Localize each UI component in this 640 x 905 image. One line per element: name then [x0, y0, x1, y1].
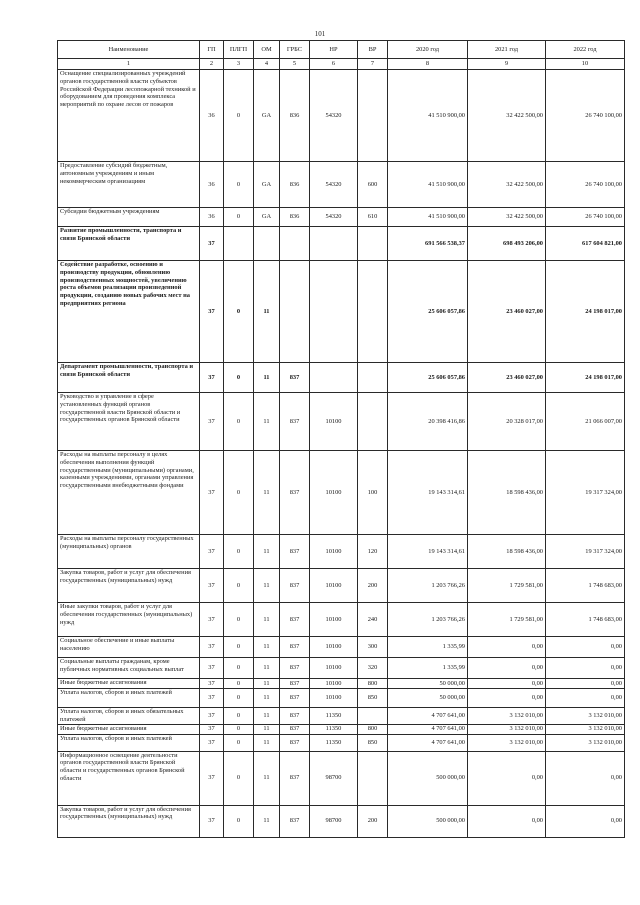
row-plgp-cell: 0 [224, 70, 254, 162]
row-vr-cell: 600 [358, 162, 388, 208]
row-vr-cell [358, 261, 388, 363]
row-2020-cell: 4 707 641,00 [388, 724, 468, 734]
row-nr-cell: 98700 [310, 805, 358, 837]
row-grbs-cell: 837 [280, 603, 310, 637]
row-vr-cell: 850 [358, 734, 388, 751]
row-om-cell: 11 [254, 734, 280, 751]
row-2021-cell: 1 729 581,00 [468, 603, 546, 637]
table-row [58, 393, 625, 451]
budget-table [57, 40, 625, 838]
row-om-cell: GA [254, 208, 280, 227]
row-name-cell: Иные закупки товаров, работ и услуг для обеспечения государственных (муниципальных) нужд [58, 603, 200, 637]
row-plgp-cell: 0 [224, 363, 254, 393]
row-2022-cell: 24 198 017,00 [546, 363, 625, 393]
row-grbs-cell: 837 [280, 637, 310, 658]
row-vr-cell [358, 70, 388, 162]
row-gp-cell: 37 [200, 261, 224, 363]
row-name-cell: Содействие разработке, освоению и производству продукции, обновлению производственных мощностей, увеличению роста объемов реализации произведенной продукции, созданию новых рабочих мест на предприятиях региона [58, 261, 200, 363]
row-plgp-cell: 0 [224, 734, 254, 751]
row-grbs-cell: 837 [280, 679, 310, 689]
row-2022-cell: 0,00 [546, 805, 625, 837]
row-2021-cell: 3 132 010,00 [468, 708, 546, 725]
row-plgp-cell: 0 [224, 535, 254, 569]
row-grbs-cell: 837 [280, 535, 310, 569]
row-nr-cell: 98700 [310, 751, 358, 805]
row-om-cell: 11 [254, 393, 280, 451]
row-name-cell: Социальные выплаты гражданам, кроме публичных нормативных социальных выплат [58, 658, 200, 679]
table-row [58, 162, 625, 208]
row-plgp-cell: 0 [224, 724, 254, 734]
row-gp-cell: 37 [200, 451, 224, 535]
index-row [58, 59, 625, 70]
table-row [58, 569, 625, 603]
row-nr-cell: 10100 [310, 451, 358, 535]
table-row [58, 805, 625, 837]
row-2022-cell: 24 198 017,00 [546, 261, 625, 363]
row-gp-cell: 37 [200, 569, 224, 603]
row-grbs-cell: 836 [280, 208, 310, 227]
col-index: 5 [280, 59, 310, 70]
row-2021-cell: 32 422 500,00 [468, 208, 546, 227]
row-gp-cell: 37 [200, 751, 224, 805]
row-name-cell: Субсидии бюджетным учреждениям [58, 208, 200, 227]
row-2020-cell: 41 510 900,00 [388, 208, 468, 227]
table-row [58, 603, 625, 637]
row-2021-cell: 32 422 500,00 [468, 70, 546, 162]
row-om-cell: 11 [254, 658, 280, 679]
row-vr-cell [358, 708, 388, 725]
row-nr-cell [310, 261, 358, 363]
row-2022-cell: 3 132 010,00 [546, 708, 625, 725]
row-gp-cell: 36 [200, 162, 224, 208]
row-2020-cell: 25 606 057,86 [388, 261, 468, 363]
row-nr-cell: 10100 [310, 603, 358, 637]
row-gp-cell: 37 [200, 689, 224, 708]
row-vr-cell: 800 [358, 724, 388, 734]
row-plgp-cell: 0 [224, 451, 254, 535]
row-2021-cell: 3 132 010,00 [468, 734, 546, 751]
row-om-cell: 11 [254, 535, 280, 569]
row-grbs-cell: 837 [280, 451, 310, 535]
row-vr-cell: 300 [358, 637, 388, 658]
col-header-2020: 2020 год [388, 41, 468, 59]
table-row [58, 724, 625, 734]
row-om-cell: GA [254, 162, 280, 208]
row-name-cell: Департамент промышленности, транспорта и связи Брянской области [58, 363, 200, 393]
row-om-cell: 11 [254, 689, 280, 708]
row-gp-cell: 37 [200, 724, 224, 734]
row-grbs-cell: 837 [280, 658, 310, 679]
col-header-om: ОМ [254, 41, 280, 59]
row-nr-cell: 10100 [310, 679, 358, 689]
row-2022-cell: 26 740 100,00 [546, 70, 625, 162]
row-nr-cell: 10100 [310, 569, 358, 603]
row-2020-cell: 1 335,99 [388, 658, 468, 679]
row-2021-cell: 32 422 500,00 [468, 162, 546, 208]
table-row [58, 751, 625, 805]
row-2020-cell: 500 000,00 [388, 805, 468, 837]
row-grbs-cell: 837 [280, 689, 310, 708]
row-om-cell: GA [254, 70, 280, 162]
row-2020-cell: 20 398 416,86 [388, 393, 468, 451]
row-2022-cell: 26 740 100,00 [546, 208, 625, 227]
row-name-cell: Закупка товаров, работ и услуг для обеспечения государственных (муниципальных) нужд [58, 569, 200, 603]
col-header-name: Наименование [58, 41, 200, 59]
table-row [58, 708, 625, 725]
col-header-vr: ВР [358, 41, 388, 59]
row-grbs-cell [280, 261, 310, 363]
row-name-cell: Уплата налогов, сборов и иных обязательных платежей [58, 708, 200, 725]
table-body [58, 70, 625, 838]
row-gp-cell: 37 [200, 708, 224, 725]
row-gp-cell: 36 [200, 208, 224, 227]
table-row [58, 363, 625, 393]
row-name-cell: Развитие промышленности, транспорта и связи Брянской области [58, 227, 200, 261]
row-2020-cell: 50 000,00 [388, 679, 468, 689]
row-plgp-cell: 0 [224, 658, 254, 679]
col-index: 8 [388, 59, 468, 70]
table-row [58, 734, 625, 751]
col-index: 10 [546, 59, 625, 70]
row-om-cell: 11 [254, 569, 280, 603]
row-nr-cell: 10100 [310, 658, 358, 679]
table-row [58, 261, 625, 363]
row-gp-cell: 37 [200, 637, 224, 658]
row-gp-cell: 37 [200, 805, 224, 837]
col-header-2021: 2021 год [468, 41, 546, 59]
row-name-cell: Уплата налогов, сборов и иных платежей [58, 689, 200, 708]
table-row [58, 679, 625, 689]
row-plgp-cell: 0 [224, 261, 254, 363]
row-2020-cell: 691 566 538,37 [388, 227, 468, 261]
col-index: 7 [358, 59, 388, 70]
row-om-cell: 11 [254, 708, 280, 725]
row-2022-cell: 0,00 [546, 689, 625, 708]
row-grbs-cell: 837 [280, 708, 310, 725]
row-om-cell: 11 [254, 751, 280, 805]
row-gp-cell: 36 [200, 70, 224, 162]
row-plgp-cell: 0 [224, 393, 254, 451]
row-2022-cell: 0,00 [546, 751, 625, 805]
row-vr-cell: 200 [358, 805, 388, 837]
row-2020-cell: 25 606 057,86 [388, 363, 468, 393]
row-plgp-cell: 0 [224, 569, 254, 603]
col-header-nr: НР [310, 41, 358, 59]
row-plgp-cell [224, 227, 254, 261]
row-2021-cell: 0,00 [468, 658, 546, 679]
row-name-cell: Оснащение специализированных учреждений органов государственной власти субъектов Российской Федерации лесопожарной техникой и оборудованием для проведения комплекса мероприятий по охране лесов от пожаров [58, 70, 200, 162]
row-vr-cell: 610 [358, 208, 388, 227]
row-nr-cell: 54320 [310, 70, 358, 162]
row-2022-cell: 19 317 324,00 [546, 535, 625, 569]
row-2022-cell: 0,00 [546, 658, 625, 679]
row-grbs-cell: 837 [280, 363, 310, 393]
col-header-2022: 2022 год [546, 41, 625, 59]
row-2021-cell: 20 328 017,00 [468, 393, 546, 451]
row-vr-cell: 320 [358, 658, 388, 679]
table-row [58, 227, 625, 261]
col-index: 1 [58, 59, 200, 70]
row-2020-cell: 1 335,99 [388, 637, 468, 658]
row-name-cell: Расходы на выплаты персоналу государственных (муниципальных) органов [58, 535, 200, 569]
row-name-cell: Социальное обеспечение и иные выплаты населению [58, 637, 200, 658]
row-vr-cell: 100 [358, 451, 388, 535]
row-grbs-cell: 837 [280, 751, 310, 805]
row-grbs-cell: 837 [280, 734, 310, 751]
row-2021-cell: 0,00 [468, 679, 546, 689]
table-row [58, 535, 625, 569]
row-name-cell: Предоставление субсидий бюджетным, автономным учреждениям и иным некоммерческим организациям [58, 162, 200, 208]
row-plgp-cell: 0 [224, 603, 254, 637]
col-index: 6 [310, 59, 358, 70]
row-om-cell: 11 [254, 451, 280, 535]
col-header-plgp: ПЛГП [224, 41, 254, 59]
row-2022-cell: 1 748 683,00 [546, 569, 625, 603]
row-grbs-cell: 837 [280, 805, 310, 837]
row-grbs-cell: 837 [280, 569, 310, 603]
row-nr-cell: 54320 [310, 208, 358, 227]
page-number: 101 [314, 30, 326, 38]
row-nr-cell: 11350 [310, 708, 358, 725]
row-name-cell: Уплата налогов, сборов и иных платежей [58, 734, 200, 751]
row-2021-cell: 0,00 [468, 689, 546, 708]
row-gp-cell: 37 [200, 679, 224, 689]
row-vr-cell: 200 [358, 569, 388, 603]
row-nr-cell: 10100 [310, 535, 358, 569]
row-gp-cell: 37 [200, 535, 224, 569]
row-2021-cell: 3 132 010,00 [468, 724, 546, 734]
col-index: 2 [200, 59, 224, 70]
row-gp-cell: 37 [200, 363, 224, 393]
row-plgp-cell: 0 [224, 708, 254, 725]
row-2022-cell: 617 604 821,00 [546, 227, 625, 261]
row-2021-cell: 18 598 436,00 [468, 451, 546, 535]
table-row [58, 208, 625, 227]
row-2022-cell: 26 740 100,00 [546, 162, 625, 208]
row-om-cell: 11 [254, 261, 280, 363]
row-name-cell: Информационное освещение деятельности органов государственной власти Брянской области и государственных органов Брянской области [58, 751, 200, 805]
row-nr-cell: 10100 [310, 393, 358, 451]
row-plgp-cell: 0 [224, 679, 254, 689]
row-grbs-cell: 836 [280, 70, 310, 162]
col-index: 3 [224, 59, 254, 70]
col-index: 4 [254, 59, 280, 70]
col-index: 9 [468, 59, 546, 70]
row-2022-cell: 21 066 007,00 [546, 393, 625, 451]
row-name-cell: Иные бюджетные ассигнования [58, 679, 200, 689]
table-row [58, 689, 625, 708]
row-2020-cell: 41 510 900,00 [388, 162, 468, 208]
row-2020-cell: 19 143 314,61 [388, 451, 468, 535]
row-2022-cell: 19 317 324,00 [546, 451, 625, 535]
row-gp-cell: 37 [200, 603, 224, 637]
row-om-cell: 11 [254, 805, 280, 837]
row-2020-cell: 1 203 766,26 [388, 569, 468, 603]
row-2021-cell: 0,00 [468, 751, 546, 805]
row-name-cell: Руководство и управление в сфере установленных функций органов государственной власти Брянской области и государственных органов Брянской области [58, 393, 200, 451]
col-header-gp: ГП [200, 41, 224, 59]
row-2021-cell: 698 493 206,00 [468, 227, 546, 261]
row-grbs-cell: 836 [280, 162, 310, 208]
row-om-cell: 11 [254, 679, 280, 689]
row-name-cell: Закупка товаров, работ и услуг для обеспечения государственных (муниципальных) нужд [58, 805, 200, 837]
row-2020-cell: 4 707 641,00 [388, 708, 468, 725]
row-gp-cell: 37 [200, 658, 224, 679]
row-2020-cell: 19 143 314,61 [388, 535, 468, 569]
table-row [58, 451, 625, 535]
row-2021-cell: 23 460 027,00 [468, 363, 546, 393]
row-plgp-cell: 0 [224, 805, 254, 837]
row-2020-cell: 500 000,00 [388, 751, 468, 805]
row-vr-cell: 240 [358, 603, 388, 637]
row-nr-cell: 10100 [310, 689, 358, 708]
row-2022-cell: 3 132 010,00 [546, 734, 625, 751]
row-vr-cell [358, 227, 388, 261]
row-gp-cell: 37 [200, 393, 224, 451]
row-nr-cell: 10100 [310, 637, 358, 658]
row-plgp-cell: 0 [224, 637, 254, 658]
row-2022-cell: 0,00 [546, 637, 625, 658]
row-grbs-cell [280, 227, 310, 261]
row-plgp-cell: 0 [224, 751, 254, 805]
table-row [58, 70, 625, 162]
table-row [58, 637, 625, 658]
row-2020-cell: 41 510 900,00 [388, 70, 468, 162]
row-vr-cell: 800 [358, 679, 388, 689]
row-2020-cell: 50 000,00 [388, 689, 468, 708]
table-row [58, 658, 625, 679]
row-2022-cell: 1 748 683,00 [546, 603, 625, 637]
row-name-cell: Иные бюджетные ассигнования [58, 724, 200, 734]
row-om-cell: 11 [254, 724, 280, 734]
row-vr-cell: 120 [358, 535, 388, 569]
row-om-cell [254, 227, 280, 261]
row-2021-cell: 23 460 027,00 [468, 261, 546, 363]
row-vr-cell [358, 393, 388, 451]
row-nr-cell [310, 227, 358, 261]
col-header-grbs: ГРБС [280, 41, 310, 59]
row-2021-cell: 0,00 [468, 637, 546, 658]
row-2021-cell: 0,00 [468, 805, 546, 837]
row-2021-cell: 18 598 436,00 [468, 535, 546, 569]
row-2020-cell: 1 203 766,26 [388, 603, 468, 637]
row-nr-cell: 11350 [310, 734, 358, 751]
row-2022-cell: 0,00 [546, 679, 625, 689]
row-vr-cell: 850 [358, 689, 388, 708]
row-nr-cell [310, 363, 358, 393]
row-gp-cell: 37 [200, 734, 224, 751]
row-2020-cell: 4 707 641,00 [388, 734, 468, 751]
row-nr-cell: 54320 [310, 162, 358, 208]
row-gp-cell: 37 [200, 227, 224, 261]
row-plgp-cell: 0 [224, 162, 254, 208]
row-vr-cell [358, 751, 388, 805]
row-grbs-cell: 837 [280, 724, 310, 734]
row-om-cell: 11 [254, 363, 280, 393]
row-plgp-cell: 0 [224, 208, 254, 227]
row-plgp-cell: 0 [224, 689, 254, 708]
row-2022-cell: 3 132 010,00 [546, 724, 625, 734]
row-om-cell: 11 [254, 603, 280, 637]
row-grbs-cell: 837 [280, 393, 310, 451]
row-vr-cell [358, 363, 388, 393]
row-om-cell: 11 [254, 637, 280, 658]
header-row [58, 41, 625, 59]
row-2021-cell: 1 729 581,00 [468, 569, 546, 603]
row-name-cell: Расходы на выплаты персоналу в целях обеспечения выполнения функций государственными (муниципальными) органами, казенными учреждениями, органами управления государственными внебюджетными фондами [58, 451, 200, 535]
row-nr-cell: 11350 [310, 724, 358, 734]
